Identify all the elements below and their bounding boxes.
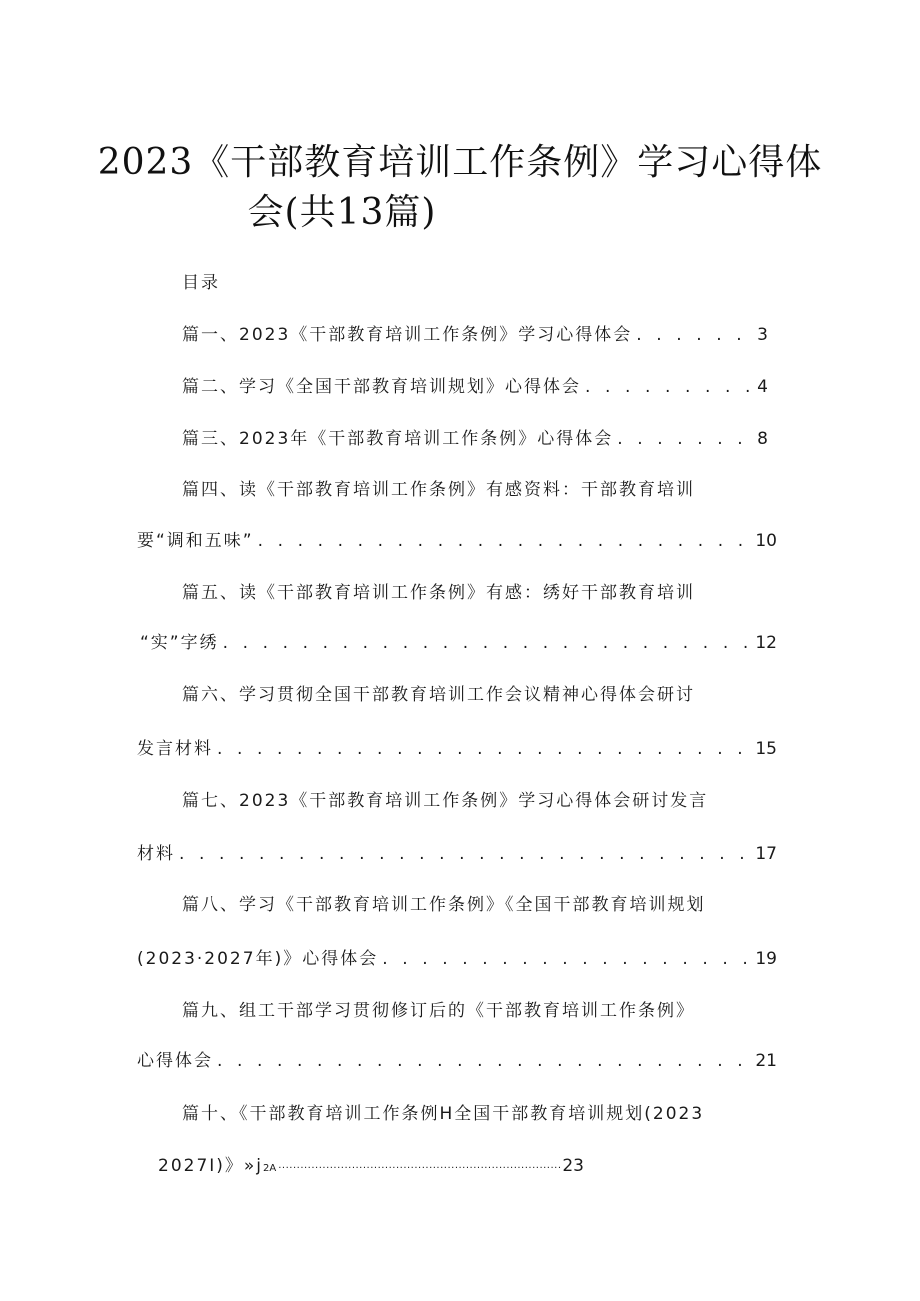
toc-entry-5-line-1[interactable]: 篇五、读《干部教育培训工作条例》有感：绣好干部教育培训 [182, 583, 695, 603]
toc-entry-6-line-1[interactable]: 篇六、学习贯彻全国干部教育培训工作会议精神心得体会研讨 [182, 685, 695, 705]
toc-entry-1[interactable] [182, 320, 768, 345]
toc-leader-dots [179, 844, 749, 864]
toc-leader-dots [217, 1051, 749, 1071]
document-title-line-2: 会(共13篇) [247, 192, 437, 233]
toc-entry-text: 2027I)》»j [158, 1156, 264, 1176]
toc-entry-text: 材料 [137, 844, 175, 864]
toc-entry-5[interactable] [140, 628, 777, 653]
toc-entry-7[interactable] [137, 839, 777, 864]
toc-entry-text: 要“调和五味” [137, 531, 254, 551]
toc-entry-8[interactable] [137, 944, 777, 969]
toc-leader-dots [217, 739, 749, 759]
toc-leader-dots [636, 325, 751, 345]
toc-page-number: 10 [755, 531, 777, 551]
document-title-line-1: 2023《干部教育培训工作条例》学习心得体 [97, 142, 823, 183]
toc-entry-text-tiny: 2A [263, 1163, 277, 1174]
toc-entry-7-line-1[interactable]: 篇七、2023《干部教育培训工作条例》学习心得体会研讨发言 [182, 791, 709, 811]
toc-page-number: 21 [755, 1051, 777, 1071]
toc-entry-9[interactable] [137, 1046, 777, 1071]
toc-entry-8-line-1[interactable]: 篇八、学习《干部教育培训工作条例》《全国干部教育培训规划 [182, 895, 706, 915]
toc-leader-dots [278, 1163, 562, 1174]
toc-entry-text: (2023·2027年)》心得体会 [137, 949, 379, 969]
toc-entry-text: “实”字绣 [140, 633, 219, 653]
toc-entry-3[interactable] [182, 424, 768, 449]
toc-page-number: 17 [755, 844, 777, 864]
toc-leader-dots [258, 531, 750, 551]
toc-entry-text: 篇三、2023年《干部教育培训工作条例》心得体会 [182, 429, 614, 449]
toc-page-number: 19 [755, 949, 777, 969]
toc-page-number: 4 [757, 377, 768, 397]
toc-entry-text: 篇二、学习《全国干部教育培训规划》心得体会 [182, 377, 581, 397]
toc-leader-dots [382, 949, 749, 969]
toc-entry-9-line-1[interactable]: 篇九、组工干部学习贯彻修订后的《干部教育培训工作条例》 [182, 1001, 695, 1021]
toc-page-number: 15 [755, 739, 777, 759]
toc-entry-10[interactable] [158, 1151, 584, 1176]
toc-leader-dots [585, 377, 751, 397]
toc-page-number: 23 [562, 1156, 584, 1176]
toc-page-number: 3 [757, 325, 768, 345]
toc-entry-text: 心得体会 [137, 1051, 213, 1071]
toc-entry-text: 篇一、2023《干部教育培训工作条例》学习心得体会 [182, 325, 633, 345]
toc-leader-dots [617, 429, 751, 449]
toc-entry-4[interactable] [137, 526, 777, 551]
toc-entry-10-line-1[interactable]: 篇十、《干部教育培训工作条例H全国干部教育培训规划(2023 [182, 1104, 705, 1124]
toc-page-number: 12 [755, 633, 777, 653]
toc-entry-6[interactable] [137, 734, 777, 759]
toc-leader-dots [223, 633, 750, 653]
toc-heading: 目录 [182, 273, 220, 293]
toc-entry-4-line-1[interactable]: 篇四、读《干部教育培训工作条例》有感资料：干部教育培训 [182, 480, 695, 500]
toc-entry-text: 发言材料 [137, 739, 213, 759]
toc-page-number: 8 [757, 429, 768, 449]
toc-entry-2[interactable] [182, 372, 768, 397]
